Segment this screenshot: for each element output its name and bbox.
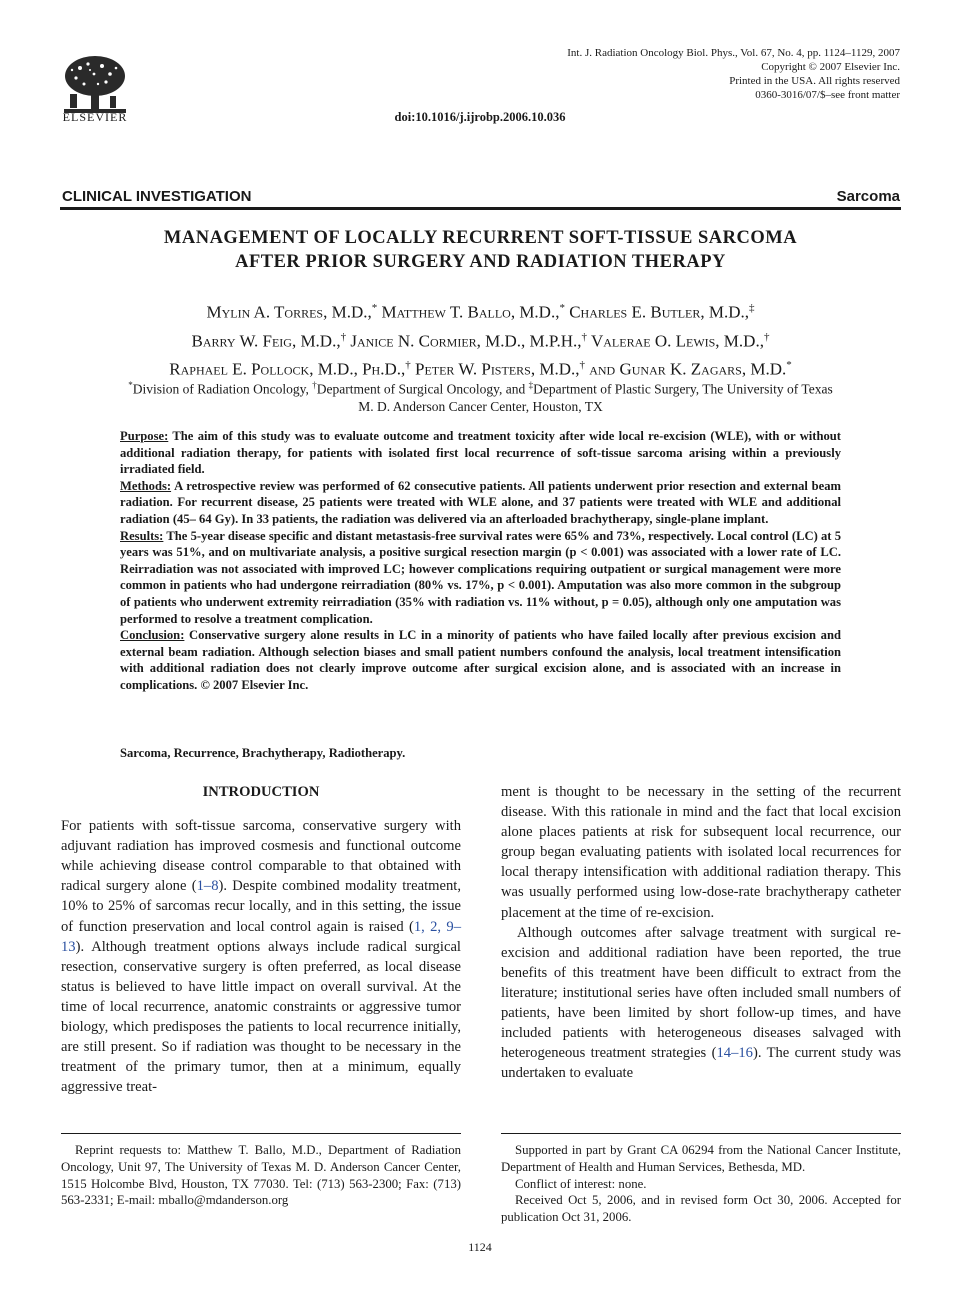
body-paragraph: ment is thought to be necessary in the setting of the recurrent disease. With this rationale in mind and the fact that local excision alone places patients at risk for subsequent local recurrence, our group began evaluating patients with isolated local recurrences for local therapy intensification with additional radiation therapy. This was usually performed using low-dose-rate brachytherapy catheter placement at the time of re-excision. <box>501 784 901 921</box>
affiliations <box>60 377 901 415</box>
author-mark: * <box>786 359 792 372</box>
body-text: ). Although treatment options always include radical surgical resection, conservative surgery is often preferred, as local disease status is believed to have little impact on overall survival. At the time of local recurrence, anatomic constraints or aggressive tumor biology, which predisposes the patients to local recurrence initially, are still present. So if radiation was thought to be necessary in the treatment of the primary tumor, then at a minimum, equally aggressive treat- <box>61 938 461 1096</box>
subject-label: Sarcoma <box>836 188 900 205</box>
footnote-divider <box>501 1133 901 1134</box>
author-name: Matthew T. Ballo, M.D., <box>381 302 560 322</box>
abstract-purpose <box>120 428 841 478</box>
affiliation-text: Department of Plastic Surgery, The University of Texas <box>533 381 833 397</box>
publisher-logo-text: ELSEVIER <box>62 110 128 124</box>
abstract-label: Methods: <box>120 478 172 493</box>
footnote-left <box>61 1142 461 1209</box>
footnote-right <box>501 1142 901 1226</box>
abstract-label: Conclusion: <box>120 628 185 643</box>
author-name: Charles E. Butler, M.D., <box>569 302 750 322</box>
section-heading: INTRODUCTION <box>202 784 320 800</box>
author-mark: † <box>405 359 411 372</box>
copyright-line: Copyright © 2007 Elsevier Inc. <box>761 61 900 73</box>
body-text: For patients with soft-tissue sarcoma, conservative surgery with adjuvant radiation has improved cosmesis and functional outcome while achieving disease control comparable to that obtained with radical surgery alone ( <box>61 818 461 895</box>
author-mark: * <box>559 302 565 314</box>
author-name: Barry W. Feig, M.D., <box>191 331 341 351</box>
author-name: and Gunar K. Zagars, M.D. <box>589 359 787 379</box>
body-text: Although outcomes after salvage treatment with surgical re-excision and additional radiation have been reported, the true benefits of this treatment have been difficult to extract from the literature; institutional series have often included small numbers of patients, have been limited by short follow-up times, and have included patients with heterogeneous diseases salvaged with heterogeneous treatment strategies ( <box>501 924 901 1062</box>
support-note: Supported in part by Grant CA 06294 from the National Cancer Institute, Department of Health and Human Services, Bethesda, MD. <box>501 1143 901 1174</box>
issn-line: 0360-3016/07/$–see front matter <box>755 89 900 101</box>
author-mark: † <box>340 330 347 343</box>
reference-link[interactable]: 1, 2, 9–13 <box>61 918 461 955</box>
affiliation-text: Division of Radiation Oncology, <box>132 381 313 397</box>
author-name: Valerae O. Lewis, M.D., <box>590 331 764 351</box>
abstract-conclusion <box>120 627 841 693</box>
reprint-note: Reprint requests to: Matthew T. Ballo, M.D., Department of Radiation Oncology, Unit 97, The University of Texas M. D. Anderson Cancer Center, 1515 Holcombe Blvd, Houston, TX 77030. Tel: (713) 563-2300; Fax: (713) 563-2331; E-mail: mballo@mdanderson.org <box>61 1143 461 1208</box>
article-title <box>60 226 901 274</box>
abstract-methods <box>120 478 841 528</box>
author-mark: † <box>763 330 770 343</box>
author-mark: * <box>371 302 378 314</box>
reference-link[interactable]: 1–8 <box>196 878 219 895</box>
body-paragraph <box>61 816 461 1097</box>
abstract <box>120 428 841 694</box>
affiliation-mark: ‡ <box>528 380 534 390</box>
body-text: ). Despite combined modality treatment, 10% to 25% of sarcomas recur locally, and in this setting, the issue of function preservation and local control again is raised ( <box>61 878 461 935</box>
body-column-right <box>501 782 901 1083</box>
body-column-left <box>61 782 461 1097</box>
author-mark: † <box>579 359 585 372</box>
author-name: Mylin A. Torres, M.D., <box>206 302 372 322</box>
printed-line: Printed in the USA. All rights reserved <box>729 75 900 87</box>
page-number: 1124 <box>468 1240 492 1254</box>
abstract-results <box>120 528 841 628</box>
body-text: ). The current study was undertaken to evaluate <box>501 1045 901 1082</box>
abstract-label: Purpose: <box>120 429 169 443</box>
doi: doi:10.1016/j.ijrobp.2006.10.036 <box>394 110 566 124</box>
abstract-text: A retrospective review was performed of 62 consecutive patients. All patients underwent prior resection and external beam radiation. For recurrent disease, 25 patients were treated with WLE alone, and 37 patients were treated with WLE and additional radiation (45– 64 Gy). In 33 patients, the radiation was delivered via an afterloaded brachytherapy, single-plane implant. <box>120 478 841 526</box>
affiliation-text: Department of Surgical Oncology, and <box>316 381 529 397</box>
abstract-label: Results: <box>120 528 164 543</box>
abstract-text: Conservative surgery alone results in LC in a minority of patients who have failed locally after previous excision and external beam radiation. Although selection biases and small patient numbers confound the analysis, local treatment intensification with additional radiation does not clearly improve outcome after surgical excision alone, and is associated with an increase in complications. © 2007 Elsevier Inc. <box>120 628 841 692</box>
abstract-text: The aim of this study was to evaluate outcome and treatment toxicity after wide local re-excision (WLE), with or without additional radiation therapy, for patients with isolated first local recurrence of soft-tissue sarcoma arising within a previously irradiated field. <box>120 429 841 477</box>
author-name: Janice N. Cormier, M.D., M.P.H., <box>350 331 582 351</box>
affiliation-location: M. D. Anderson Cancer Center, Houston, TX <box>358 398 603 414</box>
footnote-divider <box>61 1133 461 1134</box>
reference-link[interactable]: 14–16 <box>716 1045 753 1062</box>
keywords: Sarcoma, Recurrence, Brachytherapy, Radiotherapy. <box>120 746 406 760</box>
abstract-text: The 5-year disease specific and distant metastasis-free survival rates were 65% and 73%, respectively. Local control (LC) at 5 years was 51%, and on multivariate analysis, a positive surgical resection margin (p < 0.001) was associated with a lower rate of LC. Reirradiation was not associated with improved LC; however complications requiring outpatient or surgical management were more common in patients who had undergone reirradiation (80% vs. 17%, p < 0.001). Amputation was also more common in the subgroup of patients who underwent extremity reirradiation (35% with radiation vs. 11% without, p = 0.05), although only one amputation was performed to resolve a treatment complication. <box>120 528 841 626</box>
author-name: Raphael E. Pollock, M.D., Ph.D., <box>169 359 406 379</box>
journal-citation-block <box>567 46 900 102</box>
affiliation-mark: * <box>128 380 133 390</box>
conflict-note: Conflict of interest: none. <box>515 1176 647 1191</box>
section-divider <box>60 207 901 210</box>
author-mark: † <box>581 330 588 343</box>
author-list <box>60 296 901 382</box>
received-note: Received Oct 5, 2006, and in revised form Oct 30, 2006. Accepted for publication Oct 31, 2006. <box>501 1193 901 1225</box>
section-label: CLINICAL INVESTIGATION <box>62 188 252 205</box>
author-mark: ‡ <box>749 302 755 314</box>
author-name: Peter W. Pisters, M.D., <box>414 359 580 379</box>
title-line-1: MANAGEMENT OF LOCALLY RECURRENT SOFT-TISSUE SARCOMA <box>163 228 798 248</box>
journal-citation-line: Int. J. Radiation Oncology Biol. Phys., Vol. 67, No. 4, pp. 1124–1129, 2007 <box>567 47 900 59</box>
affiliation-mark: † <box>312 380 317 390</box>
title-line-2: AFTER PRIOR SURGERY AND RADIATION THERAPY <box>235 252 726 272</box>
body-paragraph <box>501 923 901 1084</box>
